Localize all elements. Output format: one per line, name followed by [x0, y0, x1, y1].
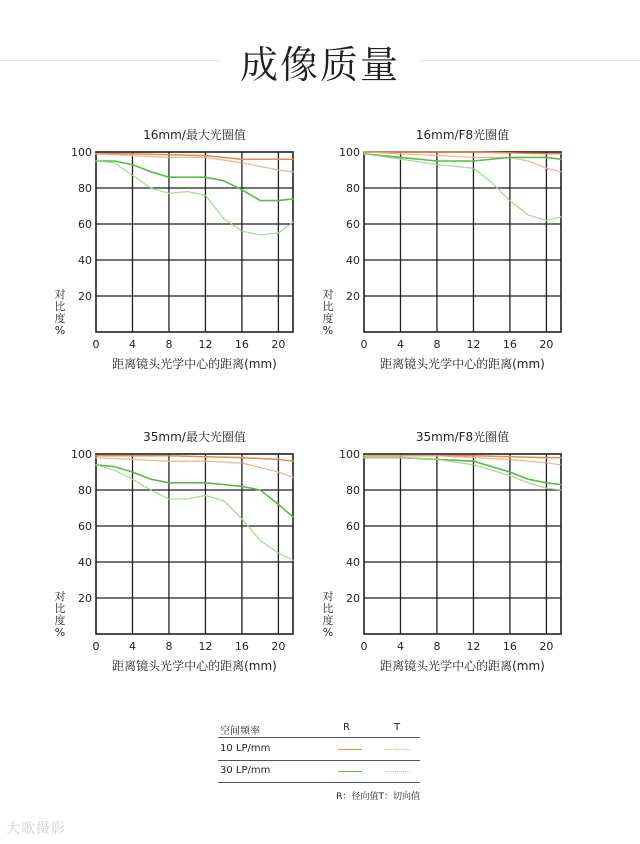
y-tick-label: 80 [346, 484, 360, 497]
watermark-text: 大歌摄影 [6, 821, 66, 837]
chart-title: 16mm/最大光圈值 [143, 128, 246, 142]
x-tick-label: 8 [165, 338, 173, 351]
x-tick-label: 20 [271, 338, 286, 351]
y-axis-label-char: 对 [54, 590, 66, 603]
chart-panel-3 [55, 429, 294, 673]
series-line-t10 [364, 152, 561, 172]
x-tick-label: 4 [128, 640, 136, 653]
legend-note: R：径向值T：切向值 [336, 792, 420, 802]
legend-header-t: T [394, 722, 401, 733]
chart-panel-2 [323, 127, 562, 371]
plot-frame [364, 454, 561, 634]
x-tick-label: 20 [539, 338, 554, 351]
plot-frame [96, 454, 293, 634]
x-tick-label: 4 [396, 338, 404, 351]
y-tick-label: 40 [78, 556, 92, 569]
page-title: 成像质量 [239, 43, 400, 87]
y-axis-label-char: % [54, 626, 66, 639]
series-line-t30 [364, 154, 561, 221]
plot-frame [96, 152, 293, 332]
y-tick-label: 60 [78, 218, 92, 231]
x-axis-label: 距离镜头光学中心的距离(mm) [380, 357, 545, 371]
y-axis-label-char: 比 [54, 300, 66, 313]
series-line-t30 [364, 458, 561, 490]
legend-swatch-t-10lp [386, 749, 410, 750]
x-tick-label: 0 [92, 338, 100, 351]
y-tick-label: 40 [346, 254, 360, 267]
x-tick-label: 4 [396, 640, 404, 653]
x-tick-label: 8 [165, 640, 173, 653]
legend-rule-bottom [218, 782, 420, 783]
legend-header-r: R [343, 722, 350, 733]
y-axis-label-char: 度 [54, 312, 66, 325]
x-tick-label: 16 [502, 338, 517, 351]
x-tick-label: 8 [433, 640, 441, 653]
x-axis-label: 距离镜头光学中心的距离(mm) [380, 659, 545, 673]
legend-row-10lp-label: 10 LP/mm [220, 743, 271, 754]
y-axis-label-char: % [322, 626, 334, 639]
y-tick-label: 40 [346, 556, 360, 569]
y-axis-label-char: % [54, 324, 66, 337]
y-axis-label-char: 度 [54, 614, 66, 627]
y-tick-label: 80 [78, 182, 92, 195]
y-axis-label-char: 比 [322, 602, 334, 615]
chart-title: 16mm/F8光圈值 [415, 128, 510, 142]
y-axis-label-char: % [322, 324, 334, 337]
y-tick-label: 80 [346, 182, 360, 195]
x-tick-label: 12 [198, 338, 213, 351]
x-tick-label: 20 [539, 640, 554, 653]
legend-rule-top [218, 737, 420, 738]
y-tick-label: 20 [346, 592, 360, 605]
x-tick-label: 0 [360, 640, 368, 653]
chart-title: 35mm/F8光圈值 [415, 430, 510, 444]
x-tick-label: 16 [502, 640, 517, 653]
y-axis-label-char: 对 [322, 590, 334, 603]
y-axis-label-char: 比 [54, 602, 66, 615]
x-tick-label: 0 [360, 338, 368, 351]
legend-swatch-r-30lp [338, 771, 362, 772]
y-tick-label: 100 [339, 146, 360, 159]
y-tick-label: 40 [78, 254, 92, 267]
y-tick-label: 80 [78, 484, 92, 497]
series-line-r30 [96, 465, 293, 517]
y-axis-label-char: 比 [322, 300, 334, 313]
chart-title: 35mm/最大光圈值 [143, 430, 246, 444]
plot-frame [364, 152, 561, 332]
series-line-r10 [96, 456, 293, 461]
y-axis-label-char: 度 [322, 312, 334, 325]
x-tick-label: 12 [466, 338, 481, 351]
y-axis-label-char: 对 [54, 288, 66, 301]
y-tick-label: 60 [346, 520, 360, 533]
legend-rule-mid [218, 760, 420, 761]
y-tick-label: 60 [346, 218, 360, 231]
y-tick-label: 100 [339, 448, 360, 461]
x-axis-label: 距离镜头光学中心的距离(mm) [112, 357, 277, 371]
x-tick-label: 0 [92, 640, 100, 653]
y-tick-label: 60 [78, 520, 92, 533]
x-axis-label: 距离镜头光学中心的距离(mm) [112, 659, 277, 673]
x-tick-label: 4 [128, 338, 136, 351]
chart-panel-1 [55, 127, 294, 371]
x-tick-label: 12 [466, 640, 481, 653]
x-tick-label: 20 [271, 640, 286, 653]
y-axis-label-char: 度 [322, 614, 334, 627]
y-axis-label-char: 对 [322, 288, 334, 301]
legend-row-30lp-label: 30 LP/mm [220, 765, 271, 776]
legend-swatch-t-30lp [386, 771, 410, 772]
y-tick-label: 20 [78, 290, 92, 303]
series-line-t30 [96, 465, 293, 560]
legend-header-label: 空间频率 [220, 726, 260, 737]
y-tick-label: 100 [71, 448, 92, 461]
series-line-t10 [96, 458, 293, 478]
legend [218, 718, 422, 804]
y-tick-label: 20 [346, 290, 360, 303]
x-tick-label: 12 [198, 640, 213, 653]
x-tick-label: 8 [433, 338, 441, 351]
series-line-r10 [96, 154, 293, 159]
legend-swatch-r-10lp [338, 749, 362, 750]
x-tick-label: 16 [234, 640, 249, 653]
chart-panel-4 [323, 429, 562, 673]
y-tick-label: 100 [71, 146, 92, 159]
y-tick-label: 20 [78, 592, 92, 605]
x-tick-label: 16 [234, 338, 249, 351]
